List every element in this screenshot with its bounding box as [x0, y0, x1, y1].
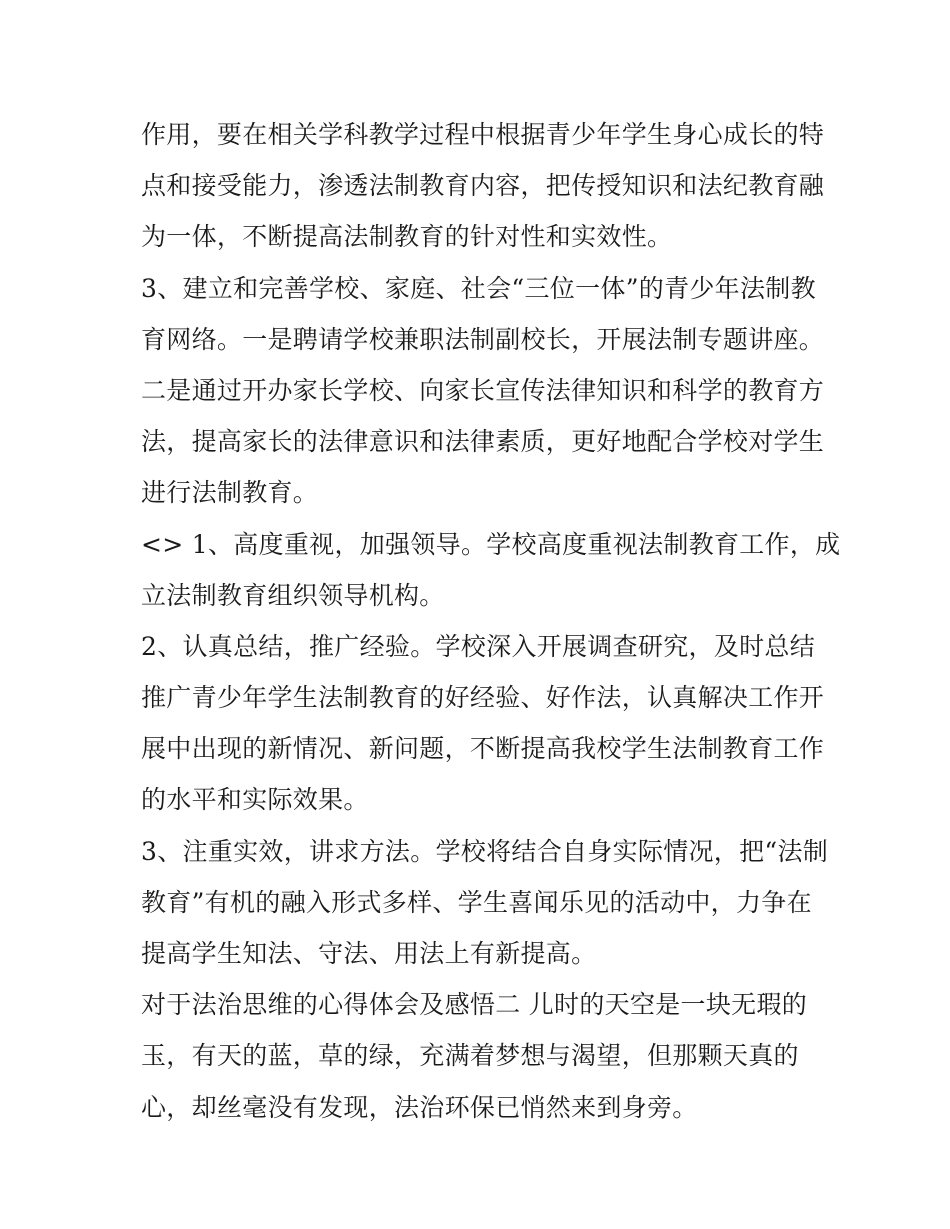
text-line: <> 1、高度重视，加强领导。学校高度重视法制教育工作，成: [141, 529, 841, 559]
text-line: 对于法治思维的心得体会及感悟二 儿时的天空是一块无瑕的: [141, 990, 808, 1020]
text-line: 的水平和实际效果。: [141, 785, 369, 815]
document-body: [141, 109, 841, 1133]
text-line: 作用，要在相关学科教学过程中根据青少年学生身心成长的特: [141, 120, 825, 149]
text-line: 推广青少年学生法制教育的好经验、好作法，认真解决工作开: [141, 683, 825, 713]
text-line: 为一体，不断提高法制教育的针对性和实效性。: [141, 222, 673, 252]
text-line: 法，提高家长的法律意识和法律素质，更好地配合学校对学生: [141, 427, 825, 457]
text-line: 展中出现的新情况、新问题，不断提高我校学生法制教育工作: [141, 734, 825, 764]
text-line: 育网络。一是聘请学校兼职法制副校长，开展法制专题讲座。: [141, 324, 825, 354]
text-line: 点和接受能力，渗透法制教育内容，把传授知识和法纪教育融: [141, 171, 825, 201]
text-line: 二是通过开办家长学校、向家长宣传法律知识和科学的教育方: [141, 375, 825, 405]
text-line: 教育”有机的融入形式多样、学生喜闻乐见的活动中，力争在: [141, 887, 812, 917]
text-line: 玉，有天的蓝，草的绿，充满着梦想与渴望，但那颗天真的: [141, 1041, 799, 1071]
text-line: 心，却丝毫没有发现，法治环保已悄然来到身旁。: [141, 1092, 698, 1122]
text-line: 3、注重实效，讲求方法。学校将结合自身实际情况，把“法制: [141, 836, 829, 866]
text-line: 2、认真总结，推广经验。学校深入开展调查研究，及时总结: [141, 631, 816, 661]
text-line: 3、建立和完善学校、家庭、社会“三位一体”的青少年法制教: [141, 273, 816, 303]
text-line: 立法制教育组织领导机构。: [141, 580, 445, 610]
text-line: 进行法制教育。: [141, 478, 319, 508]
text-line: 提高学生知法、守法、用法上有新提高。: [141, 939, 597, 968]
